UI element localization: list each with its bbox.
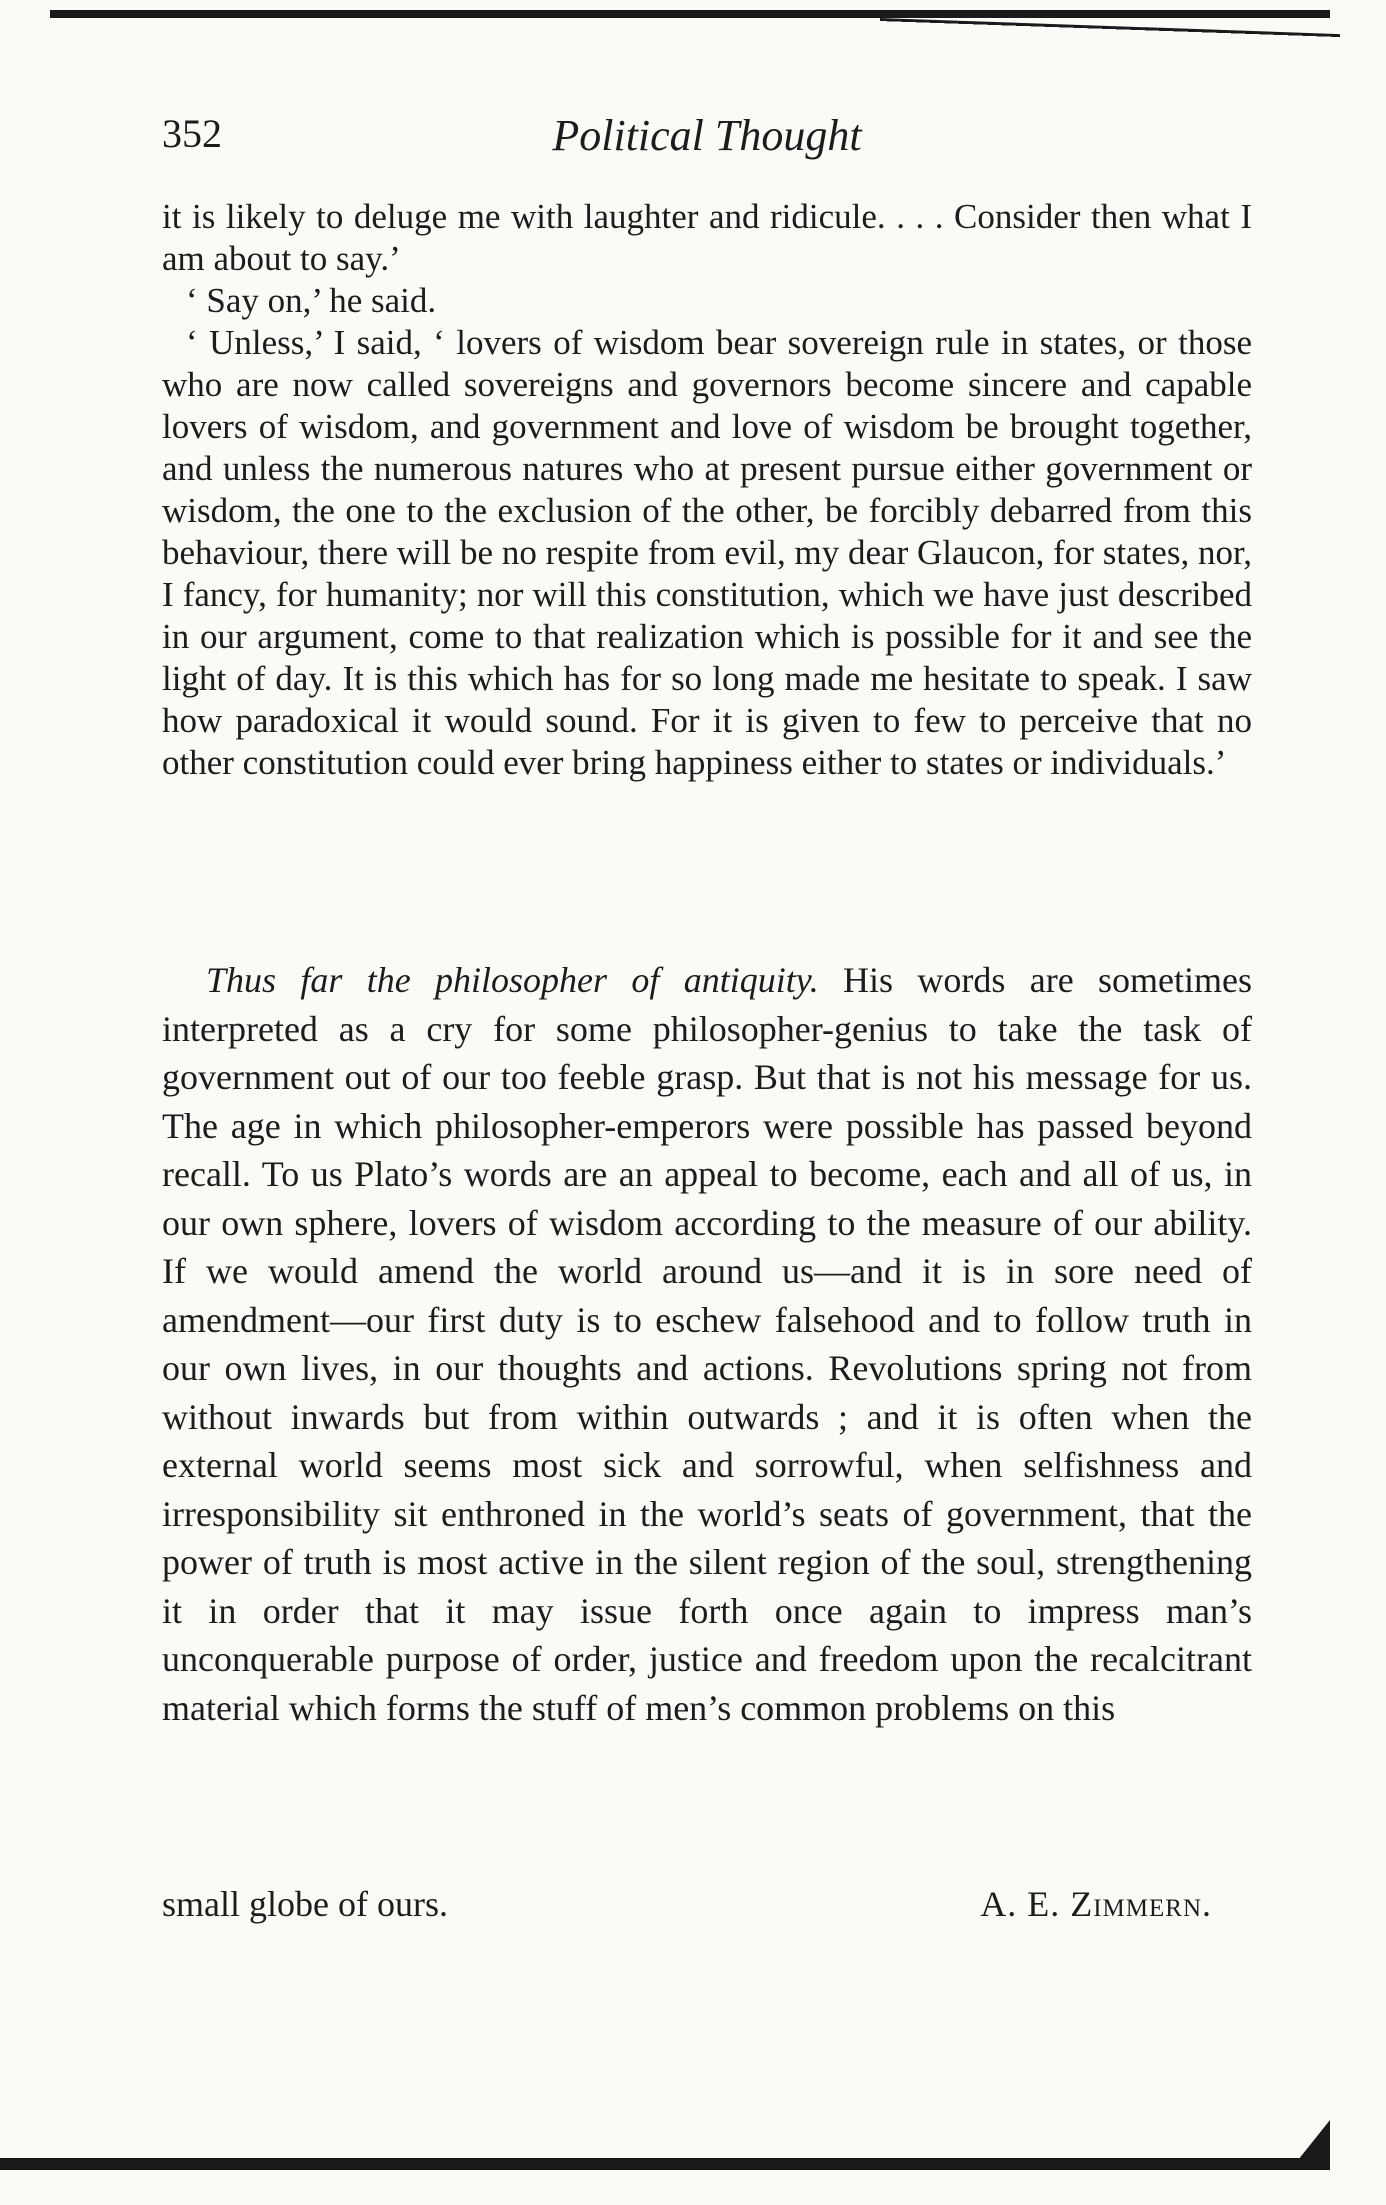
commentary-paragraph: [162, 956, 1252, 1732]
lead-italic: Thus far the philosopher of antiquity.: [206, 960, 819, 1000]
closing-line: [162, 1880, 1252, 1929]
running-head: Political Thought: [552, 111, 862, 160]
author-surname: Zimmern.: [1070, 1884, 1212, 1924]
quote-paragraph: it is likely to deluge me with laughter and ridicule. . . . Consider then what I am about to say.’: [162, 197, 1252, 278]
top-rule-edge: [880, 18, 1340, 66]
quote-paragraph: ‘ Say on,’ he said.: [186, 281, 437, 320]
quoted-passage: [162, 196, 1252, 784]
bottom-rule: [0, 2158, 1330, 2170]
top-rule: [50, 10, 1330, 18]
quote-paragraph: ‘ Unless,’ I said, ‘ lovers of wisdom bear sovereign rule in states, or those who are now called sovereigns and governors become sincere and capable lovers of wisdom, and government and love of wisdom be brought together, and unless the numerous natures who at present pursue either government or wisdom, the one to the exclusion of the other, be forcibly debarred from this behaviour, there will be no respite from evil, my dear Glaucon, for states, nor, I fancy, for humanity; nor will this constitution, which we have just described in our argument, come to that realization which is possible for it and see the light of day. It is this which has for so long made me hesitate to speak. I saw how paradoxical it would sound. For it is given to few to perceive that no other constitution could ever bring happiness either to states or individuals.’: [162, 323, 1252, 782]
page-number: 352: [162, 111, 222, 156]
author-initials: A. E.: [980, 1884, 1071, 1924]
body-paragraph: [162, 956, 1252, 1732]
body-text: His words are sometimes interpreted as a cry for some philosopher-genius to take the task of government out of our too feeble grasp. But that is not his message for us. The age in which philosopher-emperors were possible has passed beyond recall. To us Plato’s words are an appeal to become, each and all of us, in our own sphere, lovers of wisdom according to the measure of our ability. If we would amend the world around us—and it is in sore need of amendment—our first duty is to eschew falsehood and to follow truth in our own lives, in our thoughts and actions. Revolutions spring not from without inwards but from within outwards ; and it is often when the external world seems most sick and sorrowful, when selfishness and irresponsibility sit enthroned in the world’s seats of government, that the power of truth is most active in the silent region of the soul, strengthening it in order that it may issue forth once again to impress man’s unconquerable purpose of order, justice and freedom upon the recalcitrant material which forms the stuff of men’s common problems on this: [162, 960, 1253, 1728]
author-signature: [980, 1880, 1212, 1929]
last-line-text: small globe of ours.: [162, 1884, 448, 1924]
page-header: [162, 110, 1252, 170]
